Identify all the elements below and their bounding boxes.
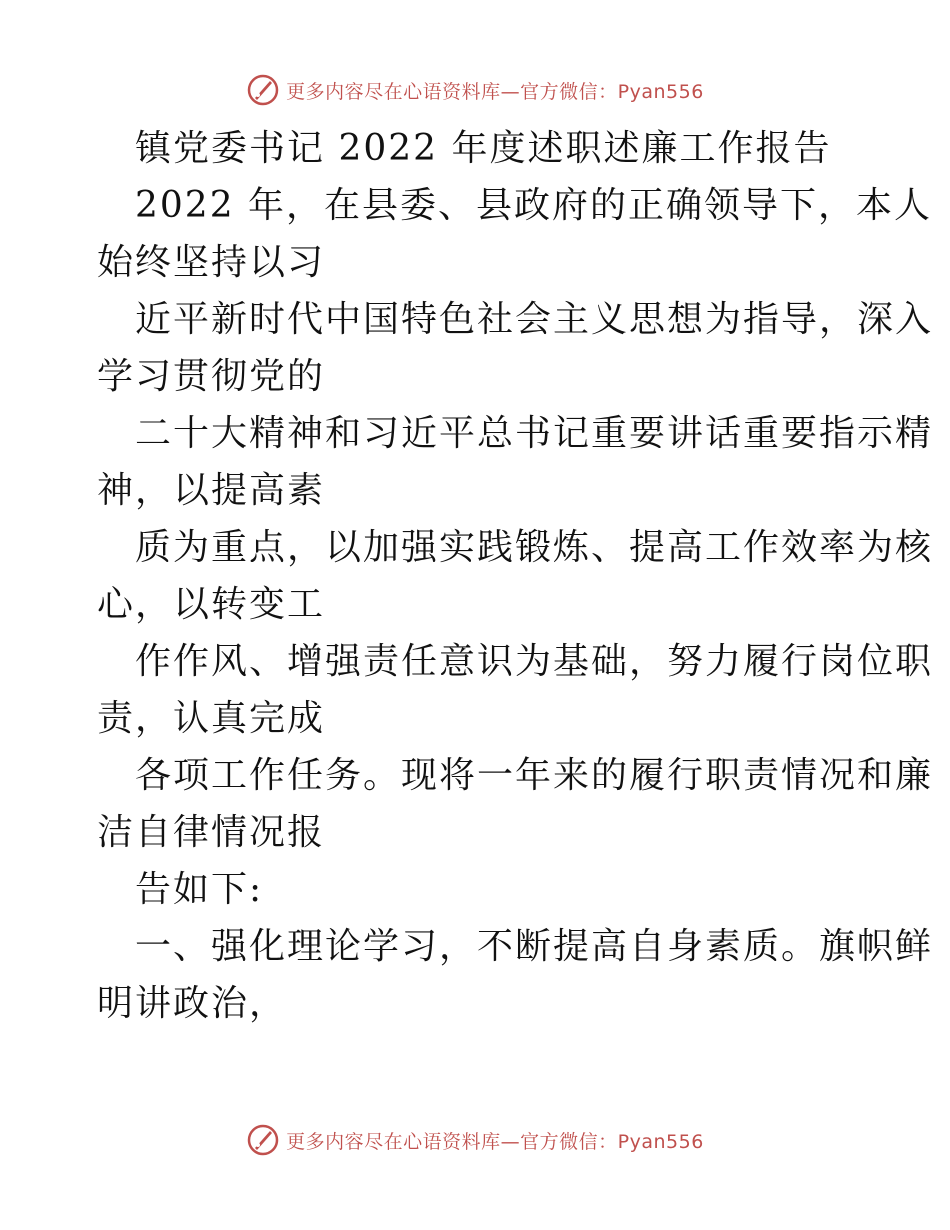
paragraph-line: 始终坚持以习 (97, 242, 326, 283)
paragraph-line: 二十大精神和习近平总书记重要讲话重要指示精 (135, 413, 934, 454)
header-banner (0, 70, 950, 110)
document-title: 镇党委书记 2022 年度述职述廉工作报告 (135, 128, 832, 169)
banner-text: 更多内容尽在心语资料库—官方微信：Pyan556 (286, 80, 704, 103)
document-body (97, 120, 934, 1032)
quill-logo-icon (246, 1123, 280, 1157)
paragraph-line: 告如下: (135, 869, 264, 910)
banner-text: 更多内容尽在心语资料库—官方微信：Pyan556 (286, 1130, 704, 1153)
paragraph-line: 神，以提高素 (97, 470, 326, 511)
footer-banner (0, 1120, 950, 1160)
section-heading-line: 一、强化理论学习，不断提高自身素质。旗帜鲜 (135, 926, 934, 967)
paragraph-line: 质为重点，以加强实践锻炼、提高工作效率为核 (135, 527, 934, 568)
paragraph-line: 心，以转变工 (97, 584, 326, 625)
paragraph-line: 2022 年，在县委、县政府的正确领导下，本人 (135, 185, 933, 226)
paragraph-line: 近平新时代中国特色社会主义思想为指导，深入 (135, 299, 934, 340)
paragraph-line: 各项工作任务。现将一年来的履行职责情况和廉 (135, 755, 934, 796)
quill-logo-icon (246, 73, 280, 107)
paragraph-line: 责，认真完成 (97, 698, 326, 739)
paragraph-line: 洁自律情况报 (97, 812, 326, 853)
paragraph-line: 明讲政治， (97, 983, 288, 1024)
paragraph-line: 作作风、增强责任意识为基础，努力履行岗位职 (135, 641, 934, 682)
paragraph-line: 学习贯彻党的 (97, 356, 326, 397)
